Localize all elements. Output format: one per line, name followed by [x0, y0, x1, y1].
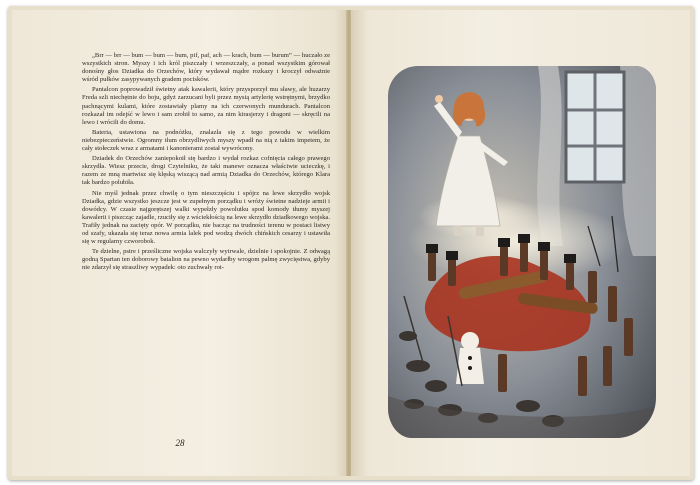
battle-illustration [388, 66, 656, 438]
paragraph: „Brr — brr — bum — bum — bum, pif, paf, ach — krach, bum — burum” — huczało ze wszystkich stron. Myszy i ich król piszczały i wrzeszczały, a ponad wszystkim górował donośny głos Dziadka do Orzechów, który wydawał mądre rozkazy i kroczył odważnie wśród pułków zasypywanych gradem pocisków. [82, 52, 330, 84]
window [566, 72, 624, 182]
paragraph: Dziadek do Orzechów zaniepokoił się bardzo i wydał rozkaz cofnięcia całego prawego skrzydła. Wiesz przecie, drogi Czytelniku, że taki manewr oznacza właściwie ucieczkę, i razem ze mną martwisz się klęską wiszącą nad armią Dziadka do Orzechów, którego Klara tak bardzo polubiła. [82, 155, 330, 187]
open-book [8, 6, 694, 480]
page-number: 28 [175, 438, 185, 448]
right-page [351, 10, 690, 476]
left-page [12, 10, 348, 476]
story-text [82, 52, 330, 274]
paragraph: Pantalcon poprowadził świetny atak kawalerii, który przysporzył mu sławy, ale huzarzy Freda szli niechętnie do boju, gdyż zarzucani byli przez mysią artylerię wstrętnymi, brzydko pachnącymi kulami, które zostawiały plamy na ich czerwonych mundurach. Pantalcon rozkazał im odejść w lewo i sam zrobił to samo, za nim kirasjerzy i dragoni — skręcili na lewo i wrócili do domu. [82, 86, 330, 126]
paragraph: Bateria, ustawiona na podnóżku, znalazła się z tego powodu w wielkim niebezpieczeństwie. Ogromny tłum obrzydliwych myszy wpadł na nią z takim impetem, że cały stołeczek wraz z armatami i kanonierami został wywrócony. [82, 128, 330, 153]
paragraph: Nie myśl jednak przez chwilę o tym nieszczęściu i spójrz na lewe skrzydło wojsk Dziadka, gdzie wszystko jeszcze jest w zupełnym porządku i wróży świetne nadzieje armii i dowódcy. W czasie najgorętszej walki wypełzły powolutku spod komody tłumy myszej kawalerii i piszcząc zajadle, rzuciły się z wściekłością na lewe skrzydło dziadkowego wojska. Trafiły jednak na zacięty opór. W porządku, nie bacząc na trudności terenu w postaci listwy od szafy, ukazała się teraz nowa armia lalek pod wodzą dwóch chińskich cesarzy i ustawiła się w regularny czworobok. [82, 189, 330, 246]
paragraph: Te dzielne, pstre i prześliczne wojska walczyły wytrwale, dzielnie i spokojnie. Z odwagą godną Spartan ten doborowy batalion na pewno wydarłby wrogom palmę zwycięstwa, gdyby nie zdarzył się straszliwy wypadek: oto zuchwały rot- [82, 248, 330, 272]
